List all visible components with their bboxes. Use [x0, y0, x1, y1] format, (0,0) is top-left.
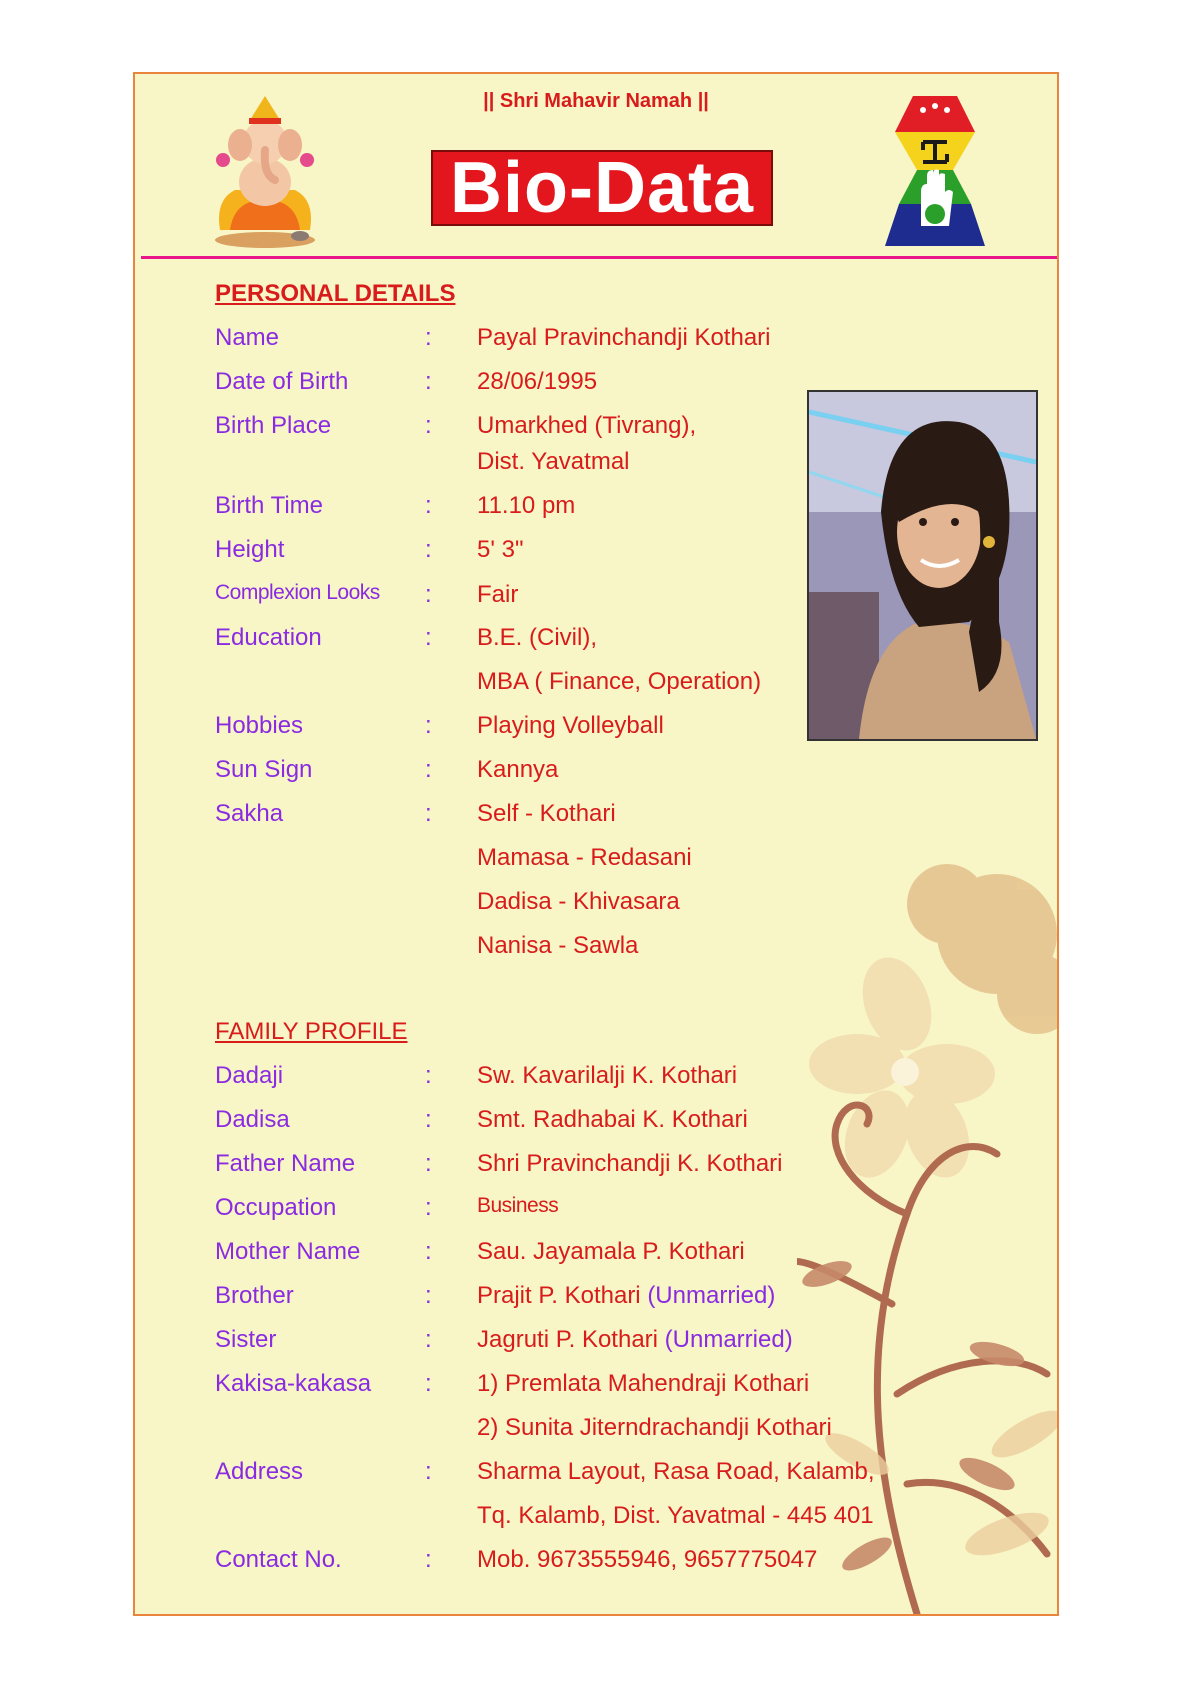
colon: : — [425, 712, 432, 739]
contact-row — [215, 1546, 1015, 1586]
birth-place-value-2: Dist. Yavatmal — [477, 448, 630, 475]
colon: : — [425, 1326, 432, 1353]
colon: : — [425, 536, 432, 563]
occupation-row — [215, 1194, 1015, 1234]
height-value: 5' 3" — [477, 536, 524, 563]
sakha-value: Self - Kothari — [477, 800, 616, 827]
birth-time-row — [215, 492, 1015, 532]
brother-name: Prajit P. Kothari — [477, 1282, 641, 1309]
address-value-2: Tq. Kalamb, Dist. Yavatmal - 445 401 — [477, 1502, 874, 1529]
family-profile-heading: FAMILY PROFILE — [215, 1018, 408, 1045]
sister-status: (Unmarried) — [664, 1326, 793, 1353]
page-title: Bio-Data — [431, 150, 773, 226]
kakisa-row-2 — [215, 1414, 1015, 1454]
sakha-label: Sakha — [215, 800, 284, 827]
dob-value: 28/06/1995 — [477, 368, 598, 395]
sakha-row-3 — [215, 888, 1015, 928]
colon: : — [425, 581, 432, 608]
colon: : — [425, 1282, 432, 1309]
biodata-page — [133, 72, 1059, 1616]
colon: : — [425, 412, 432, 439]
birth-place-label: Birth Place — [215, 412, 332, 439]
height-label: Height — [215, 536, 285, 563]
complexion-value: Fair — [477, 581, 519, 608]
sister-row — [215, 1326, 1015, 1366]
sister-name: Jagruti P. Kothari — [477, 1326, 658, 1353]
occupation-label: Occupation — [215, 1194, 337, 1221]
colon: : — [425, 800, 432, 827]
height-row — [215, 536, 1015, 576]
sakha-row-2 — [215, 844, 1015, 884]
colon: : — [425, 1458, 432, 1485]
dob-row — [215, 368, 1015, 408]
birth-time-label: Birth Time — [215, 492, 324, 519]
contact-label: Contact No. — [215, 1546, 342, 1573]
kakisa-value-2: 2) Sunita Jiterndrachandji Kothari — [477, 1414, 832, 1441]
sakha-value-2: Mamasa - Redasani — [477, 844, 692, 871]
name-row — [215, 324, 1015, 364]
sister-label: Sister — [215, 1326, 277, 1353]
colon: : — [425, 624, 432, 651]
colon: : — [425, 1238, 432, 1265]
complexion-row — [215, 581, 1015, 621]
jain-symbol-icon — [883, 96, 987, 246]
dadaji-label: Dadaji — [215, 1062, 284, 1089]
brother-status: (Unmarried) — [647, 1282, 776, 1309]
education-row-2 — [215, 668, 1015, 708]
address-row — [215, 1458, 1015, 1498]
father-label: Father Name — [215, 1150, 356, 1177]
hobbies-value: Playing Volleyball — [477, 712, 664, 739]
contact-value: Mob. 9673555946, 9657775047 — [477, 1546, 818, 1573]
colon: : — [425, 1370, 432, 1397]
sun-sign-row — [215, 756, 1015, 796]
colon: : — [425, 1194, 432, 1221]
hobbies-row — [215, 712, 1015, 752]
education-value-2: MBA ( Finance, Operation) — [477, 668, 762, 695]
sun-sign-label: Sun Sign — [215, 756, 313, 783]
birth-place-row — [215, 412, 1015, 452]
address-row-2 — [215, 1502, 1015, 1542]
education-label: Education — [215, 624, 322, 651]
mother-label: Mother Name — [215, 1238, 361, 1265]
mother-row — [215, 1238, 1015, 1278]
brother-value — [477, 1282, 775, 1310]
kakisa-label: Kakisa-kakasa — [215, 1370, 372, 1397]
education-row — [215, 624, 1015, 664]
sister-value — [477, 1326, 793, 1354]
sakha-row-4 — [215, 932, 1015, 972]
hobbies-label: Hobbies — [215, 712, 304, 739]
colon: : — [425, 1106, 432, 1133]
dadisa-row — [215, 1106, 1015, 1146]
brother-row — [215, 1282, 1015, 1322]
motto: || Shri Mahavir Namah || — [483, 90, 709, 112]
mother-value: Sau. Jayamala P. Kothari — [477, 1238, 745, 1265]
education-value: B.E. (Civil), — [477, 624, 597, 651]
personal-details-heading: PERSONAL DETAILS — [215, 280, 456, 307]
header-divider — [141, 256, 1057, 259]
father-value: Shri Pravinchandji K. Kothari — [477, 1150, 783, 1177]
colon: : — [425, 492, 432, 519]
dadisa-value: Smt. Radhabai K. Kothari — [477, 1106, 748, 1133]
kakisa-value: 1) Premlata Mahendraji Kothari — [477, 1370, 810, 1397]
dadaji-row — [215, 1062, 1015, 1102]
brother-label: Brother — [215, 1282, 294, 1309]
complexion-label: Complexion Looks — [215, 581, 380, 604]
colon: : — [425, 1546, 432, 1573]
occupation-value: Business — [477, 1194, 559, 1217]
sakha-value-3: Dadisa - Khivasara — [477, 888, 680, 915]
dob-label: Date of Birth — [215, 368, 349, 395]
address-value: Sharma Layout, Rasa Road, Kalamb, — [477, 1458, 875, 1485]
address-label: Address — [215, 1458, 304, 1485]
name-value: Payal Pravinchandji Kothari — [477, 324, 771, 351]
colon: : — [425, 756, 432, 783]
sun-sign-value: Kannya — [477, 756, 559, 783]
birth-place-row-2 — [215, 448, 1015, 488]
colon: : — [425, 324, 432, 351]
ganesh-icon — [205, 90, 325, 250]
sakha-row — [215, 800, 1015, 840]
father-row — [215, 1150, 1015, 1190]
colon: : — [425, 1062, 432, 1089]
colon: : — [425, 1150, 432, 1177]
sakha-value-4: Nanisa - Sawla — [477, 932, 639, 959]
birth-time-value: 11.10 pm — [477, 492, 576, 519]
name-label: Name — [215, 324, 280, 351]
dadisa-label: Dadisa — [215, 1106, 290, 1133]
kakisa-row — [215, 1370, 1015, 1410]
colon: : — [425, 368, 432, 395]
dadaji-value: Sw. Kavarilalji K. Kothari — [477, 1062, 738, 1089]
birth-place-value: Umarkhed (Tivrang), — [477, 412, 697, 439]
